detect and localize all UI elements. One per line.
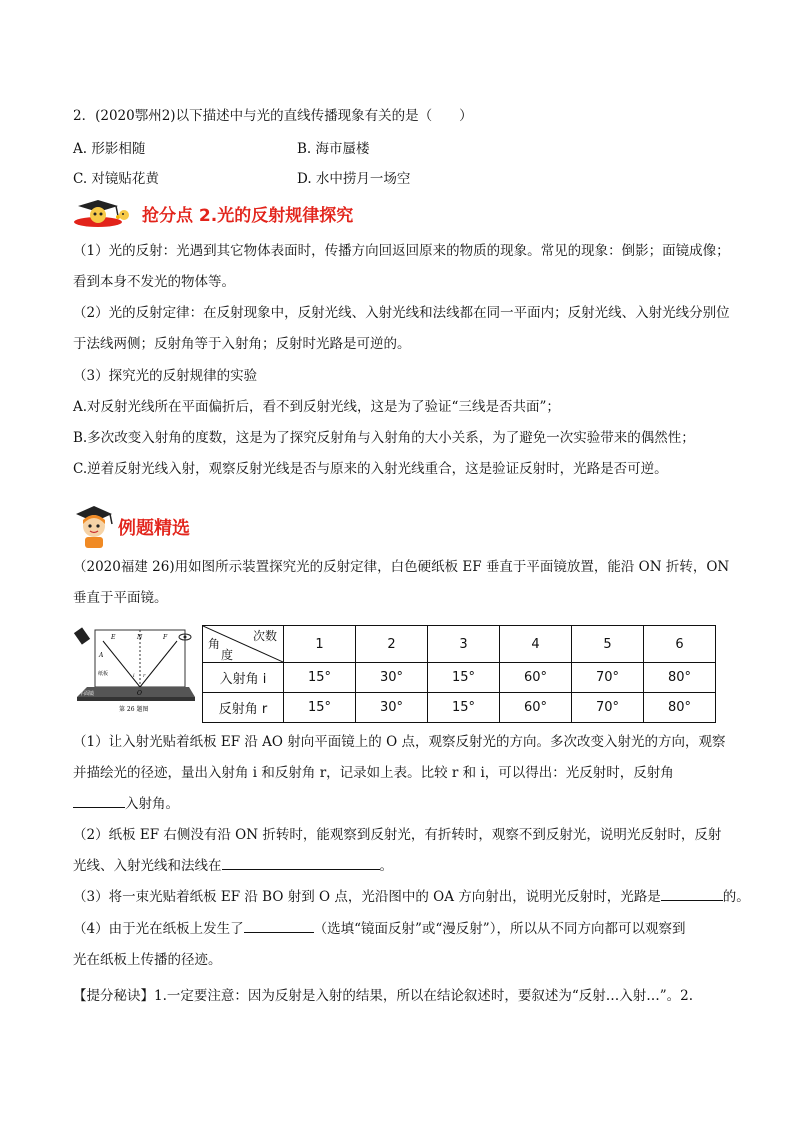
example-intro: （2020福建 26)用如图所示装置探究光的反射定律，白色硬纸板 EF 垂直于平面镜放置，能沿 ON 折转，ON 垂直于平面镜。	[73, 559, 730, 606]
table-cell: 80°	[644, 693, 716, 723]
paragraph-reflection: （1）光的反射：光遇到其它物体表面时，传播方向回返回原来的物质的现象。常见的现象：倒影；面镜成像；看到本身不发光的物体等。	[73, 243, 730, 290]
row-label: 入射角 i	[203, 663, 284, 693]
table-cell: 70°	[572, 693, 644, 723]
label-a: A	[99, 652, 104, 659]
table-cell: 30°	[356, 663, 428, 693]
question-1-line-3	[73, 792, 179, 812]
question-4-line-1	[73, 917, 685, 937]
table-header-cell: 4	[500, 626, 572, 663]
paragraph-experiment: （3）探究光的反射规律的实验	[73, 368, 258, 384]
table-cell: 60°	[500, 663, 572, 693]
question-3-line	[73, 885, 750, 905]
paragraph-point-a: A.对反射光线所在平面偏折后，看不到反射光线，这是为了验证“三线是否共面”；	[73, 399, 560, 415]
table-cell: 80°	[644, 663, 716, 693]
question-4-text: （4）由于光在纸板上发生了	[73, 921, 244, 937]
option-a: A. 形影相随	[73, 141, 146, 157]
label-f: F	[163, 634, 168, 641]
table-header-cell: 6	[644, 626, 716, 663]
table-cell: 70°	[572, 663, 644, 693]
table-corner-cell	[203, 626, 284, 663]
table-header-cell: 3	[428, 626, 500, 663]
question-2-line-1: （2）纸板 EF 右侧没有沿 ON 折转时，能观察到反射光，有折转时，观察不到反射光，说明光反射时，反射	[73, 827, 722, 843]
table-header-cell: 2	[356, 626, 428, 663]
figure-caption: 第 26 题图	[119, 706, 149, 713]
label-board: 纸板	[98, 671, 109, 677]
experiment-figure	[73, 627, 195, 713]
section-banner-examples	[72, 503, 190, 551]
table-row	[203, 663, 716, 693]
question-1-line-2: 并描绘光的径迹，量出入射角 i 和反射角 r，记录如上表。比较 r 和 i，可以得出：光反射时，反射角	[73, 765, 674, 781]
table-cell: 15°	[284, 663, 356, 693]
paragraph-point-c: C.逆着反射光线入射，观察反射光线是否与原来的入射光线重合，这是验证反射时，光路是否可逆。	[73, 461, 668, 477]
corner-left-label: 角	[208, 637, 221, 651]
table-header-row	[203, 626, 716, 663]
row-label: 反射角 r	[203, 693, 284, 723]
section-banner-reflection	[72, 197, 353, 229]
cartoon-mascot-icon	[72, 198, 134, 228]
answer-blank[interactable]	[222, 855, 380, 870]
question-3-text: （3）将一束光贴着纸板 EF 沿 BO 射到 O 点，光沿图中的 OA 方向射出，说明光反射时，光路是	[73, 889, 661, 905]
label-n: N	[137, 634, 143, 641]
question-4-text-2: （选填“镜面反射”或“漫反射”），所以从不同方向都可以观察到	[313, 921, 686, 937]
label-e: E	[111, 634, 116, 641]
table-cell: 30°	[356, 693, 428, 723]
flashlight-icon	[74, 627, 90, 644]
corner-top-label: 次数	[252, 629, 277, 643]
answer-blank[interactable]	[244, 918, 314, 933]
question-2-line-2	[73, 854, 393, 874]
label-r: r	[143, 673, 146, 679]
answer-blank[interactable]	[661, 886, 723, 901]
angle-data-table	[202, 625, 716, 723]
option-c: C. 对镜贴花黄	[73, 171, 159, 187]
student-mascot-icon	[72, 504, 116, 550]
option-b: B. 海市蜃楼	[297, 141, 370, 157]
question-3-tail: 的。	[722, 889, 750, 905]
question-1-tail: 入射角。	[125, 796, 179, 812]
table-cell: 15°	[428, 693, 500, 723]
question-2-tail: 。	[379, 858, 393, 874]
question-4-line-2: 光在纸板上传播的径迹。	[73, 952, 222, 968]
table-header-cell: 5	[572, 626, 644, 663]
table-row	[203, 693, 716, 723]
label-o: O	[137, 690, 142, 697]
corner-left-label: 度	[221, 648, 234, 662]
option-d: D. 水中捞月一场空	[297, 171, 411, 187]
answer-blank[interactable]	[73, 793, 125, 808]
question-2-text: 光线、入射光线和法线在	[73, 858, 222, 874]
paragraph-point-b: B.多次改变入射角的度数，这是为了探究反射角与入射角的大小关系，为了避免一次实验带来的偶然性；	[73, 430, 695, 446]
section-title: 例题精选	[118, 518, 190, 539]
section-title: 抢分点 2.光的反射规律探究	[142, 205, 354, 226]
question-stem: 2．(2020鄂州2)以下描述中与光的直线传播现象有关的是（ ）	[73, 108, 473, 124]
label-i: i	[133, 673, 135, 679]
tip-text: 【提分秘诀】1.一定要注意：因为反射是入射的结果，所以在结论叙述时，要叙述为“反射…入射…”。2.	[73, 988, 694, 1004]
label-mirror: 平面镜	[79, 691, 95, 697]
table-cell: 15°	[284, 693, 356, 723]
paragraph-reflection-law: （2）光的反射定律：在反射现象中，反射光线、入射光线和法线都在同一平面内；反射光线、入射光线分别位于法线两侧；反射角等于入射角；反射时光路是可逆的。	[73, 305, 730, 352]
table-cell: 15°	[428, 663, 500, 693]
table-cell: 60°	[500, 693, 572, 723]
question-1-line-1: （1）让入射光贴着纸板 EF 沿 AO 射向平面镜上的 O 点，观察反射光的方向。多次改变入射光的方向，观察	[73, 734, 726, 750]
table-header-cell: 1	[284, 626, 356, 663]
